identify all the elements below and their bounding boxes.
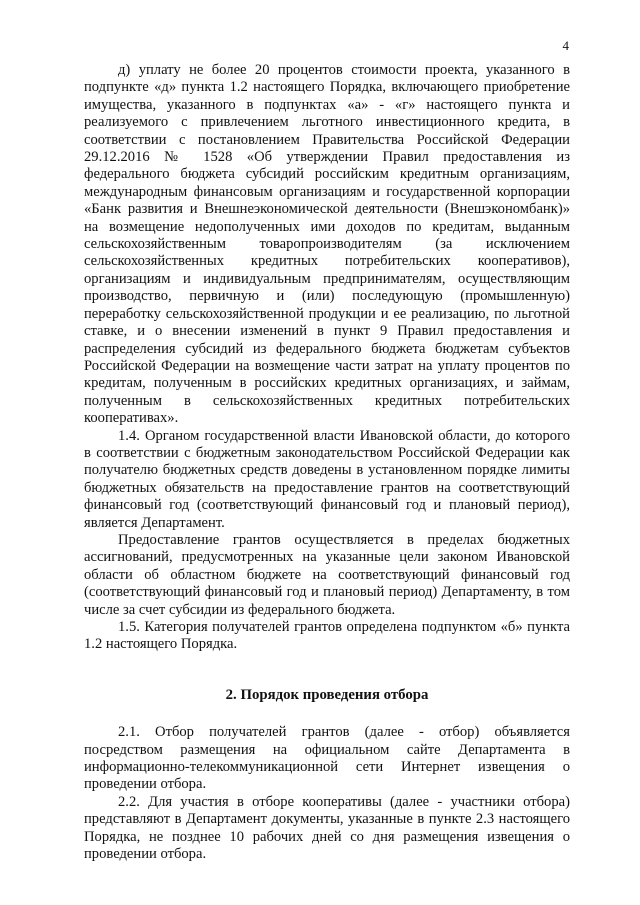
paragraph-1-4: 1.4. Органом государственной власти Ивановской области, до которого в соответствии с бюджетным законодательством Российской Федерации как получателю бюджетных средств доведены в установленном порядке лимиты бюджетных обязательств на предоставление грантов на соответствующий финансовый год (соответствующий финансовый год и плановый период), является Департамент.	[84, 427, 570, 531]
paragraph-grant-funding: Предоставление грантов осуществляется в пределах бюджетных ассигнований, предусмотренных на указанные цели законом Ивановской области об областном бюджете на соответствующий финансовый год (соответствующий финансовый год и плановый период) Департаменту, в том числе за счет субсидии из федерального бюджета.	[84, 531, 570, 618]
document-body	[84, 62, 570, 863]
section-heading: 2. Порядок проведения отбора	[225, 686, 429, 703]
page-number: 4	[562, 38, 569, 53]
paragraph-2-1: 2.1. Отбор получателей грантов (далее - отбор) объявляется посредством размещения на официальном сайте Департамента в информационно-телекоммуникационной сети Интернет извещения о проведении отбора.	[84, 724, 570, 793]
paragraph-1-3-d: д) уплату не более 20 процентов стоимости проекта, указанного в подпункте «д» пункта 1.2 настоящего Порядка, включающего приобретение имущества, указанного в подпунктах «а» - «г» настоящего пункта и реализуемого с привлечением льготного инвестиционного кредита, в соответствии с постановлением Правительства Российской Федерации 29.12.2016 № 1528 «Об утверждении Правил предоставления из федерального бюджета субсидий российским кредитным организациям, международным финансовым организациям и государственной корпорации «Банк развития и Внешнеэкономической деятельности (Внешэкономбанк)» на возмещение недополученных ими доходов по кредитам, выданным сельскохозяйственным товаропроизводителям (за исключением сельскохозяйственных кредитных потребительских кооперативов), организациям и индивидуальным предпринимателям, осуществляющим производство, первичную и (или) последующую (промышленную) переработку сельскохозяйственной продукции и ее реализацию, по льготной ставке, и о внесении изменений в пункт 9 Правил предоставления и распределения субсидий из федерального бюджета бюджетам субъектов Российской Федерации на возмещение части затрат на уплату процентов по кредитам, полученным в российских кредитных организациях, и займам, полученным в сельскохозяйственных кредитных потребительских кооперативах».	[84, 62, 570, 427]
paragraph-1-5: 1.5. Категория получателей грантов определена подпунктом «б» пункта 1.2 настоящего Порядка.	[84, 619, 570, 653]
paragraph-2-2: 2.2. Для участия в отборе кооперативы (далее - участники отбора) представляют в Департамент документы, указанные в пункте 2.3 настоящего Порядка, не позднее 10 рабочих дней со дня размещения извещения о проведении отбора.	[84, 793, 570, 863]
